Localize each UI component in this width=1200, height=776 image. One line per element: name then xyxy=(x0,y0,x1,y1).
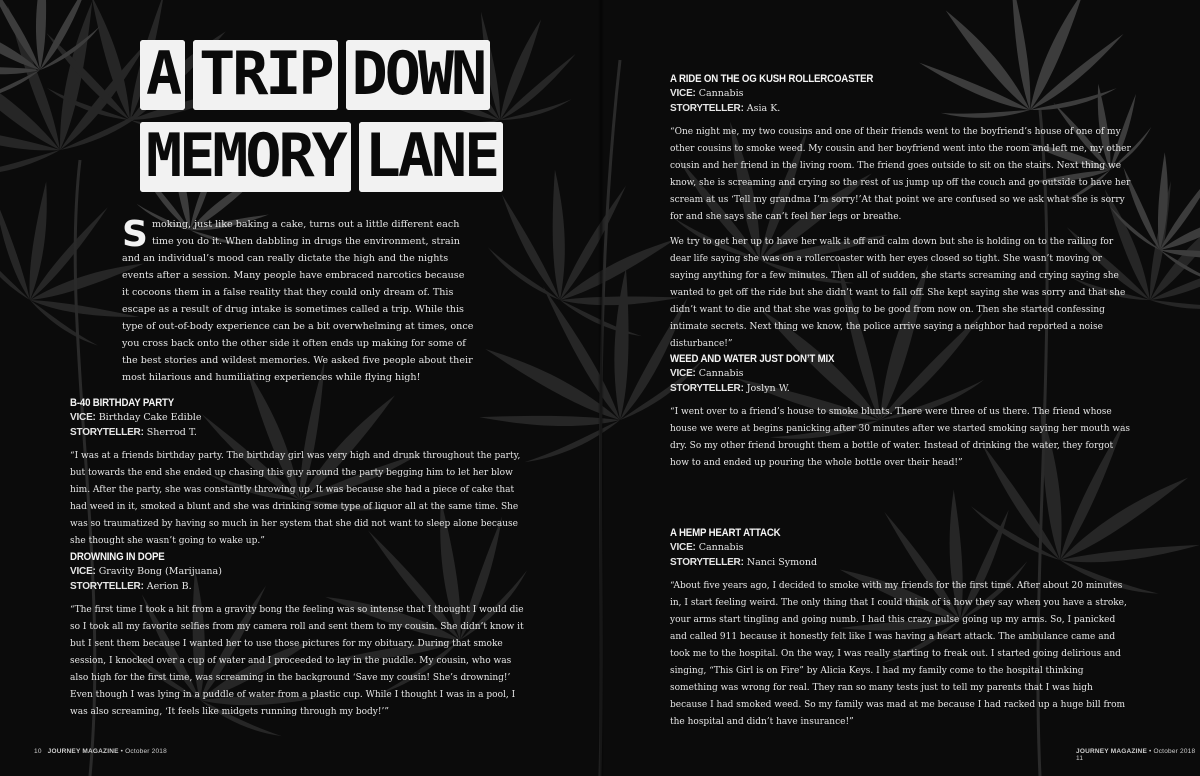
story-heading: WEED AND WATER JUST DON’T MIX xyxy=(670,353,835,365)
storyteller-label: STORYTELLER: xyxy=(70,427,144,438)
vice-value: Cannabis xyxy=(698,88,744,99)
vice-label: VICE: xyxy=(70,566,96,577)
story-birthday-party xyxy=(70,396,530,550)
story-hemp-heart-attack xyxy=(670,526,1132,731)
issue-date: • October 2018 xyxy=(1149,748,1196,755)
vice-value: Birthday Cake Edible xyxy=(98,412,202,423)
title-line-1 xyxy=(140,39,485,110)
title-word: MEMORY xyxy=(140,122,351,192)
magazine-name: JOURNEY MAGAZINE xyxy=(1076,748,1147,755)
story-drowning-in-dope xyxy=(70,550,530,721)
magazine-name: JOURNEY MAGAZINE xyxy=(47,748,119,755)
intro-text: moking, just like baking a cake, turns out a little different each time you do it. When dabbling in drugs the environment, strain and an individual’s mood can really dictate the high and the nights events after a session. Many people have embraced narcotics because it cocoons them in a false reality that they could only dream of. This escape as a result of drug intake is sometimes called a trip. While this type of out-of-body experience can be a bit overwhelming at times, once you cross back onto the other side it often ends up making for some of the best stories and wildest memories. We asked five people about their most hilarious and humiliating experiences while flying high! xyxy=(122,219,474,383)
story-storyteller xyxy=(70,579,530,594)
storyteller-value: Aerion B. xyxy=(146,581,192,592)
vice-label: VICE: xyxy=(670,368,696,379)
story-heading: A RIDE ON THE OG KUSH ROLLERCOASTER xyxy=(670,73,874,85)
page-number: 11 xyxy=(1076,755,1084,762)
article-title xyxy=(140,39,498,204)
vice-label: VICE: xyxy=(670,88,696,99)
story-body-continued: We try to get her up to have her walk it off and calm down but she is holding on to the railing for dear life saying she was on a rollercoaster with her eyes closed so tight. She wasn’t moving or saying anything for a few minutes. Then all of sudden, she starts screaming and crying saying she wanted to get off the ride but she didn’t want to fall off. She kept saying she was sorry and that she didn’t want to die and that she was going to be good from now on. Then she started confessing intimate secrets. Next thing we know, the police arrive saying a neighbor had reported a noise disturbance!” xyxy=(670,237,1126,349)
story-heading: DROWNING IN DOPE xyxy=(70,551,165,563)
storyteller-label: STORYTELLER: xyxy=(670,557,744,568)
vice-value: Gravity Bong (Marijuana) xyxy=(98,566,222,577)
drop-cap: S xyxy=(122,214,148,255)
vice-value: Cannabis xyxy=(698,542,744,553)
title-word: A xyxy=(140,40,185,110)
title-word: DOWN xyxy=(346,40,491,110)
storyteller-label: STORYTELLER: xyxy=(670,103,744,114)
story-storyteller xyxy=(670,381,1132,396)
story-heading: B-40 BIRTHDAY PARTY xyxy=(70,397,175,409)
story-weed-and-water xyxy=(670,352,1132,472)
vice-label: VICE: xyxy=(670,542,696,553)
storyteller-value: Nanci Symond xyxy=(746,557,818,568)
folio-right xyxy=(1076,748,1200,762)
story-body: “One night me, my two cousins and one of their friends went to the boyfriend’s house of one of my other cousins to smoke weed. My cousin and her boyfriend went into the room and left me, my other cousin and her friend in the living room. The friend goes outside to sit on the stairs. Next thing we know, she is screaming and crying so the rest of us jump up off the couch and go outside to have her scream at us ‘Tell my grandma I’m sorry!’At that point we are confused so we ask what she is sorry for and she says she can’t feel her legs or breathe. xyxy=(670,127,1131,222)
storyteller-label: STORYTELLER: xyxy=(70,581,144,592)
vice-value: Cannabis xyxy=(698,368,744,379)
vice-label: VICE: xyxy=(70,412,96,423)
storyteller-value: Joslyn W. xyxy=(746,383,790,394)
story-storyteller xyxy=(670,555,1132,570)
folio-left xyxy=(34,748,167,755)
storyteller-value: Asia K. xyxy=(746,103,781,114)
story-vice xyxy=(670,366,1132,381)
story-vice xyxy=(670,86,1132,101)
story-body: “I was at a friends birthday party. The birthday girl was very high and drunk throughout the party, but towards the end she ended up chasing this guy around the party begging him to let her blow him. After the party, she was constantly throwing up. It was because she had a piece of cake that had weed in it, smoked a blunt and she was drinking some type of liquor all at the same time. She was so traumatized by having so much in her system that she did not want to sleep alone because she thought she wasn’t going to wake up.” xyxy=(70,451,521,546)
story-storyteller xyxy=(670,101,1132,116)
storyteller-label: STORYTELLER: xyxy=(670,383,744,394)
story-vice xyxy=(70,564,530,579)
story-body: “The first time I took a hit from a gravity bong the feeling was so intense that I thought I would die so I took all my favorite selfies from my camera roll and sent them to my cousin. She didn’t know it but I sent them because I wanted her to use those pictures for my obituary. During that smoke session, I knocked over a cup of water and I proceeded to lay in the puddle. My cousin, who was also high for the first time, was screaming in the background ‘Save my cousin! She’s drowning!’ Even though I was lying in a puddle of water from a plastic cup. While I thought I was in a pool, I was also screaming, ‘It feels like midgets running through my body!’” xyxy=(70,605,524,717)
issue-date: • October 2018 xyxy=(120,748,167,755)
story-og-kush-rollercoaster xyxy=(670,72,1132,353)
story-body: “About five years ago, I decided to smoke with my friends for the first time. After about 20 minutes in, I start feeling weird. The only thing that I could think of is how they say when you have a stroke, your arms start tingling and going numb. I had this crazy pulse going up my arms. So, I panicked and called 911 because it honestly felt like I was having a heart attack. The ambulance came and took me to the hospital. On the way, I was really starting to freak out. I started going delirious and singing, “This Girl is on Fire” by Alicia Keys. I had my family come to the hospital thinking something was wrong for real. They ran so many tests just to tell my parents that I was high because I had smoked weed. So my family was mad at me because I had racked up a huge bill from the hospital and didn’t have insurance!” xyxy=(670,581,1127,727)
story-heading: A HEMP HEART ATTACK xyxy=(670,527,781,539)
page-number: 10 xyxy=(34,748,42,755)
intro-paragraph xyxy=(122,216,474,386)
story-storyteller xyxy=(70,425,530,440)
title-word: LANE xyxy=(359,122,504,192)
story-vice xyxy=(670,540,1132,555)
title-line-2 xyxy=(140,121,498,192)
title-word: TRIP xyxy=(193,40,338,110)
storyteller-value: Sherrod T. xyxy=(146,427,197,438)
story-body: “I went over to a friend’s house to smoke blunts. There were three of us there. The friend whose house we were at begins panicking after 30 minutes after we started smoking saying her mouth was dry. So my other friend brought them a bottle of water. Instead of drinking the water, they forgot how to and ended up pouring the whole bottle over their head!” xyxy=(670,407,1131,468)
story-vice xyxy=(70,410,530,425)
